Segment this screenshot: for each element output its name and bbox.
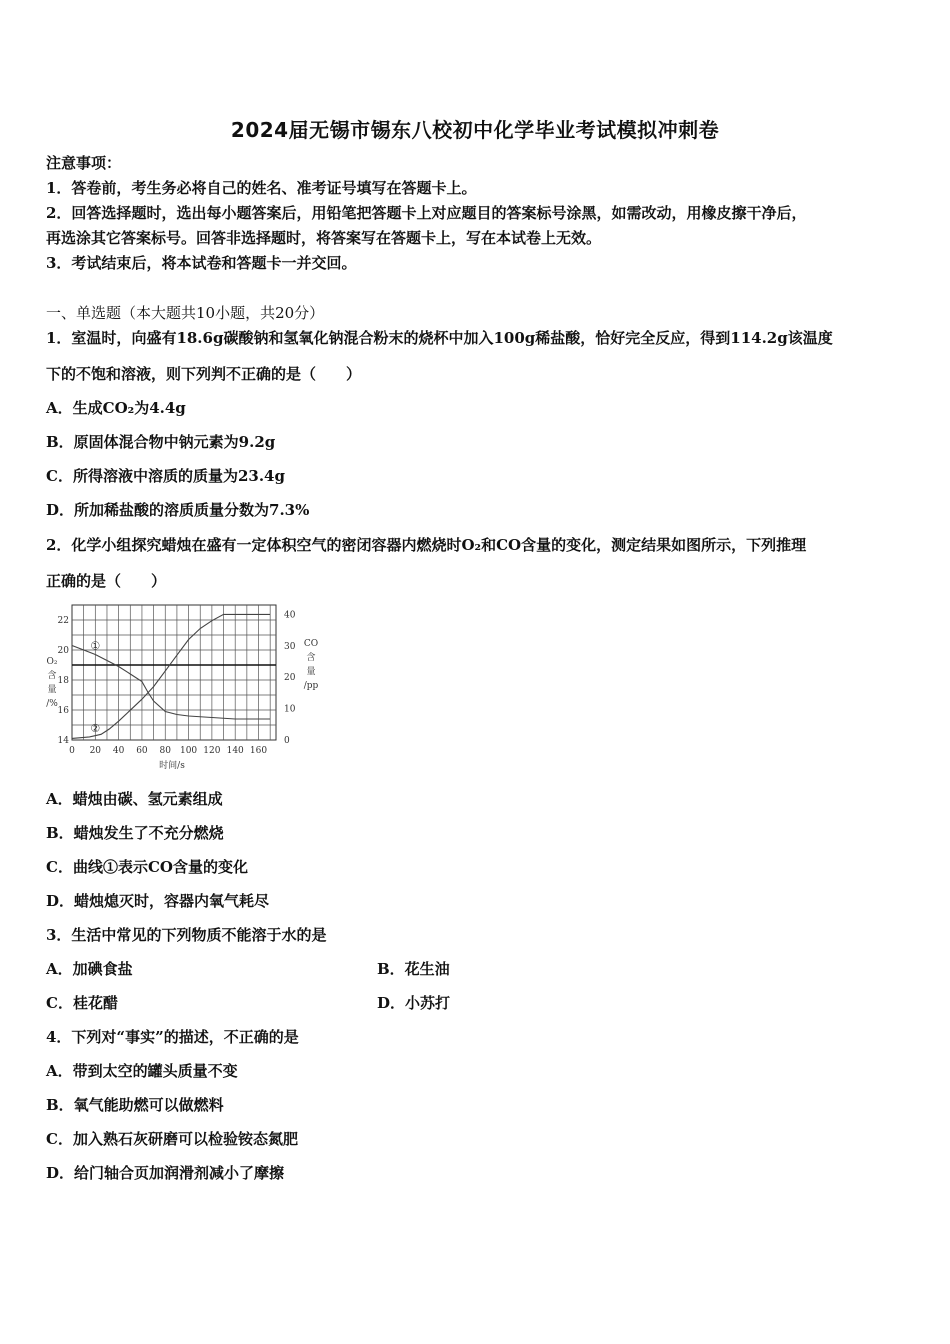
section-heading: 一、单选题（本大题共10小题，共20分）: [46, 304, 325, 322]
q3-option-c[interactable]: C．桂花醋: [46, 994, 118, 1012]
q4-option-d[interactable]: D．给门轴合页加润滑剂减小了摩擦: [46, 1164, 285, 1182]
q1-stem-line1: 1．室温时，向盛有18.6g碳酸钠和氢氧化钠混合粉末的烧杯中加入100g稀盐酸，恰好完全反应，得到114.2g该温度: [46, 329, 833, 347]
q4-option-c[interactable]: C．加入熟石灰研磨可以检验铵态氮肥: [46, 1130, 298, 1148]
right-axis-label: CO: [303, 639, 319, 649]
q4-stem: 4．下列对“事实”的描述，不正确的是: [46, 1028, 299, 1046]
x-tick-label: 160: [249, 746, 268, 756]
q1-option-a[interactable]: A．生成CO₂为4.4g: [46, 399, 186, 417]
page-title: 2024届无锡市锡东八校初中化学毕业考试模拟冲刺卷: [230, 118, 720, 142]
left-axis-label: O₂: [46, 657, 58, 667]
q2-option-a[interactable]: A．蜡烛由碳、氢元素组成: [46, 790, 223, 808]
left-tick-label: 16: [57, 706, 69, 716]
q2-option-d[interactable]: D．蜡烛熄灭时，容器内氧气耗尽: [46, 892, 270, 910]
x-tick-label: 80: [159, 746, 171, 756]
curve-label-2: ②: [90, 722, 101, 735]
left-axis-label: 含: [47, 671, 57, 681]
note-item: 1．答卷前，考生务必将自己的姓名、准考证号填写在答题卡上。: [46, 179, 477, 197]
q3-option-b[interactable]: B．花生油: [377, 960, 450, 978]
x-axis-label: 时间/s: [159, 761, 185, 771]
left-tick-label: 18: [57, 676, 69, 686]
left-tick-label: 14: [57, 736, 69, 746]
note-item: 2．回答选择题时，选出每小题答案后，用铅笔把答题卡上对应题目的答案标号涂黑，如需改动，用橡皮擦干净后，: [46, 204, 807, 222]
q4-option-a[interactable]: A．带到太空的罐头质量不变: [46, 1062, 238, 1080]
q3-stem: 3．生活中常见的下列物质不能溶于水的是: [46, 926, 327, 944]
series-line-1: [72, 646, 270, 720]
right-tick-label: 10: [284, 704, 296, 715]
q2-option-b[interactable]: B．蜡烛发生了不充分燃烧: [46, 824, 224, 842]
o2-co-chart: [44, 600, 334, 775]
x-tick-label: 120: [203, 746, 221, 756]
q1-option-c[interactable]: C．所得溶液中溶质的质量为23.4g: [46, 467, 285, 485]
right-tick-label: 0: [284, 736, 290, 746]
x-tick-label: 20: [89, 746, 102, 756]
x-tick-label: 60: [136, 746, 148, 756]
q1-option-d[interactable]: D．所加稀盐酸的溶质质量分数为7.3%: [46, 501, 310, 519]
curve-label-1: ①: [90, 639, 101, 653]
note-item: 3．考试结束后，将本试卷和答题卡一并交回。: [46, 254, 357, 272]
right-tick-label: 30: [284, 641, 296, 652]
q3-option-a[interactable]: A．加碘食盐: [46, 960, 133, 978]
right-axis-label: /pp: [303, 681, 319, 691]
q1-stem-line2: 下的不饱和溶液，则下列判不正确的是（ ）: [46, 365, 362, 383]
note-item: 再选涂其它答案标号。回答非选择题时，将答案写在答题卡上，写在本试卷上无效。: [46, 229, 602, 247]
q2-stem-line2: 正确的是（ ）: [46, 572, 167, 590]
q2-stem-line1: 2．化学小组探究蜡烛在盛有一定体积空气的密闭容器内燃烧时O₂和CO含量的变化，测定结果如图所示，下列推理: [46, 536, 807, 554]
x-tick-label: 140: [226, 746, 244, 756]
left-axis-label: 量: [47, 685, 57, 695]
q4-option-b[interactable]: B．氧气能助燃可以做燃料: [46, 1096, 224, 1114]
x-tick-label: 0: [69, 746, 75, 756]
plot-frame: [72, 605, 276, 740]
left-axis-label: /%: [46, 699, 58, 709]
q2-option-c[interactable]: C．曲线①表示CO含量的变化: [46, 858, 248, 876]
right-axis-label: 量: [306, 667, 316, 677]
notes-heading: 注意事项：: [46, 154, 122, 172]
right-tick-label: 40: [284, 610, 296, 621]
left-tick-label: 20: [57, 646, 69, 656]
q3-option-d[interactable]: D．小苏打: [377, 994, 451, 1012]
right-tick-label: 20: [284, 673, 296, 684]
x-tick-label: 100: [179, 746, 198, 756]
series-line-2: [72, 614, 270, 738]
q1-option-b[interactable]: B．原固体混合物中钠元素为9.2g: [46, 433, 276, 451]
x-tick-label: 40: [112, 746, 125, 756]
left-tick-label: 22: [57, 616, 69, 626]
right-axis-label: 含: [306, 653, 316, 663]
